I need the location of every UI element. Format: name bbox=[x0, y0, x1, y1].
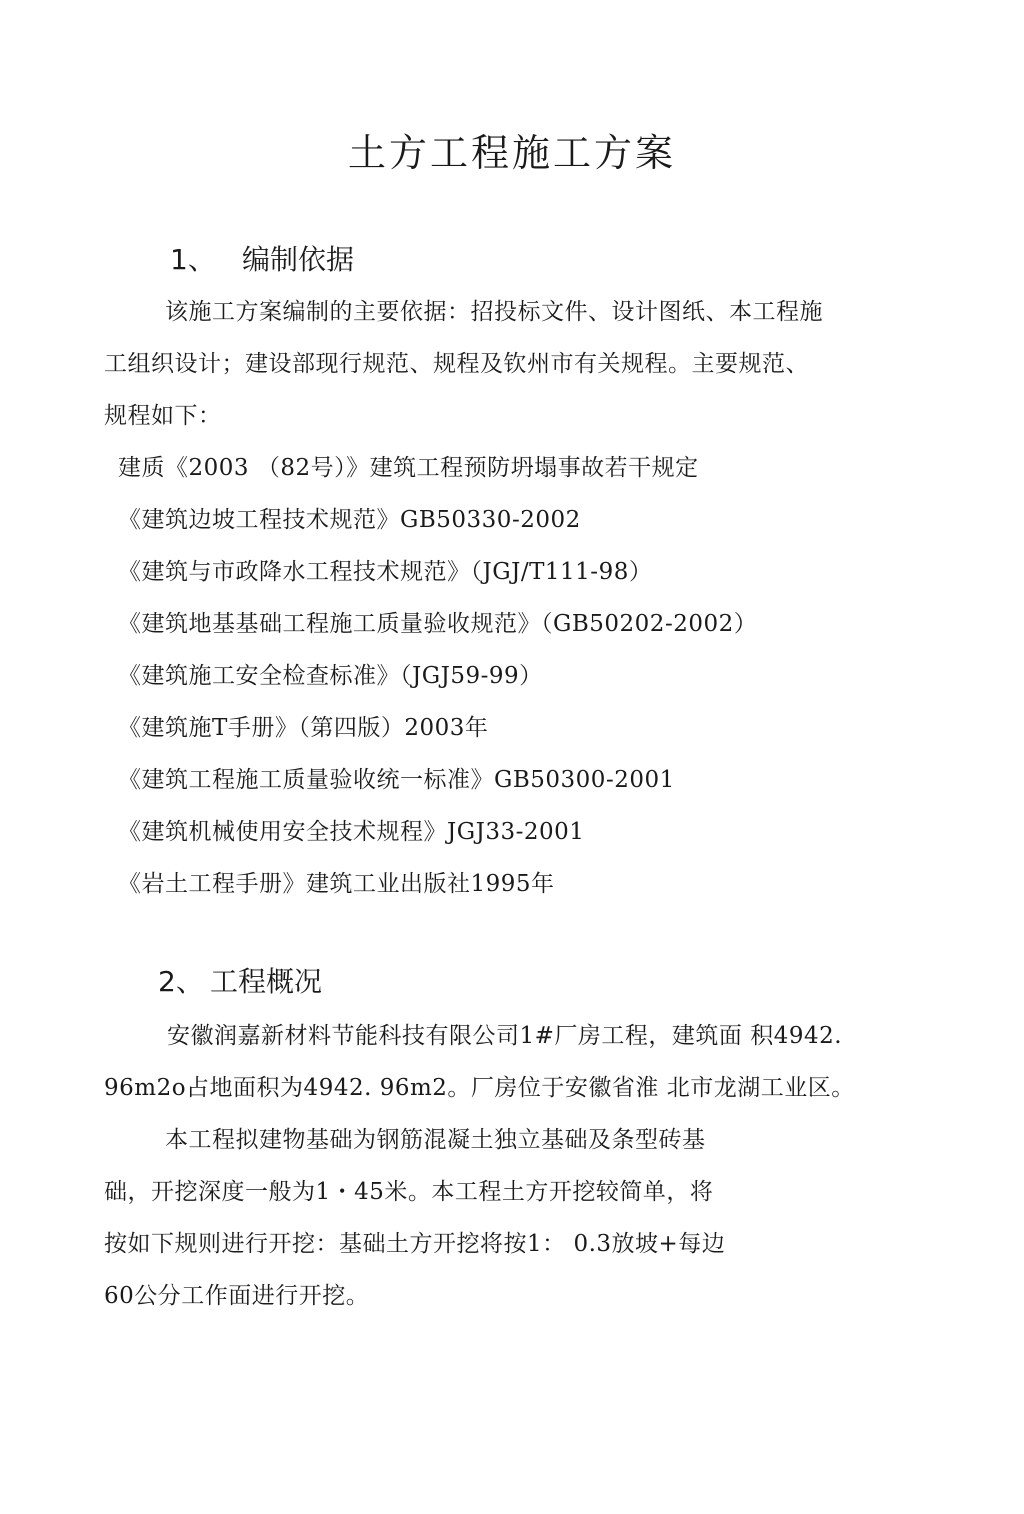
reference-item: 《建筑施T手册》（第四版）2003年 bbox=[118, 715, 489, 741]
document-title: 土方工程施工方案 bbox=[347, 131, 676, 175]
section-1-heading bbox=[170, 242, 354, 278]
overview-line-2: 96m2o占地面积为4942. 96m2。厂房位于安徽省淮 北市龙湖工业区。 bbox=[104, 1075, 855, 1101]
foundation-line-4: 60公分工作面进行开挖。 bbox=[104, 1283, 370, 1309]
reference-item: 《建筑工程施工质量验收统一标准》GB50300-2001 bbox=[118, 767, 675, 793]
intro-line-3: 规程如下： bbox=[104, 403, 222, 429]
reference-item: 《建筑与市政降水工程技术规范》（JGJ/T111-98） bbox=[118, 559, 653, 585]
foundation-line-3: 按如下规则进行开挖：基础土方开挖将按1： 0.3放坡+每边 bbox=[104, 1231, 726, 1257]
reference-item: 《建筑施工安全检查标准》（JGJ59-99） bbox=[118, 663, 543, 689]
reference-item: 建质《2003 （82号）》建筑工程预防坍塌事故若干规定 bbox=[118, 455, 699, 481]
foundation-line-1: 本工程拟建物基础为钢筋混凝土独立基础及条型砖基 bbox=[165, 1127, 706, 1153]
section-2-heading bbox=[158, 964, 322, 1000]
intro-line-2: 工组织设计；建设部现行规范、规程及钦州市有关规程。主要规范、 bbox=[104, 351, 809, 377]
reference-item: 《建筑地基基础工程施工质量验收规范》（GB50202-2002） bbox=[118, 611, 758, 637]
section-2-title: 工程概况 bbox=[210, 965, 323, 998]
intro-line-1: 该施工方案编制的主要依据：招投标文件、设计图纸、本工程施 bbox=[165, 299, 823, 325]
section-1-title: 编制依据 bbox=[242, 243, 355, 276]
reference-item: 《建筑边坡工程技术规范》GB50330-2002 bbox=[118, 507, 581, 533]
section-2-number: 2、 bbox=[158, 965, 204, 998]
overview-line-1: 安徽润嘉新材料节能科技有限公司1#厂房工程，建筑面 积4942. bbox=[167, 1023, 843, 1049]
reference-item: 《建筑机械使用安全技术规程》JGJ33-2001 bbox=[118, 819, 585, 845]
foundation-line-2: 础，开挖深度一般为1・45米。本工程土方开挖较简单，将 bbox=[104, 1179, 714, 1205]
section-1-number: 1、 bbox=[170, 243, 216, 276]
reference-item: 《岩土工程手册》建筑工业出版社1995年 bbox=[118, 871, 555, 897]
